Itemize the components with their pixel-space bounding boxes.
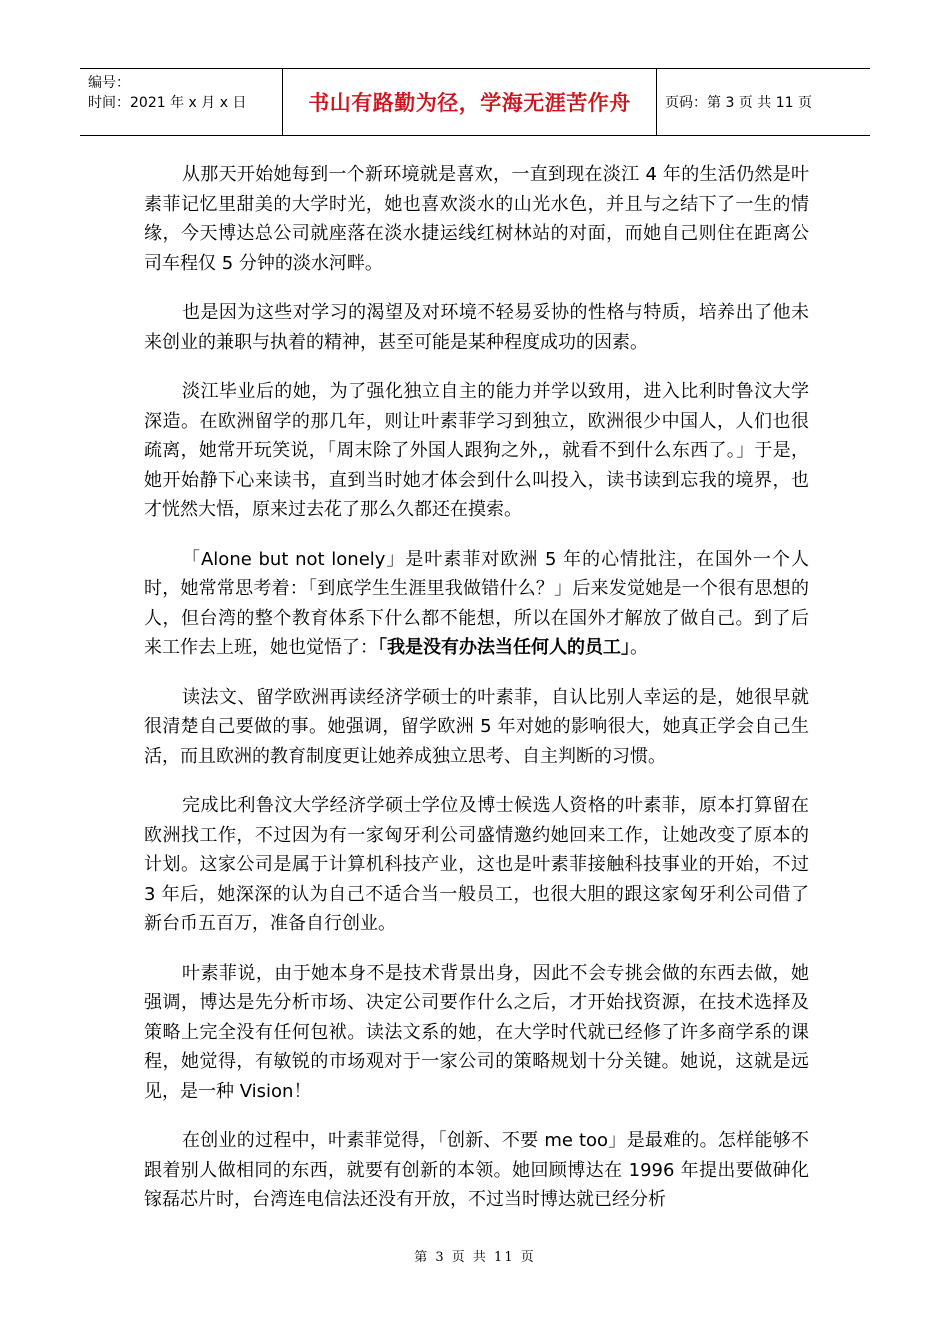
paragraph: 淡江毕业后的她，为了强化独立自主的能力并学以致用，进入比利时鲁汶大学深造。在欧洲留学的那几年，则让叶素菲学习到独立，欧洲很少中国人，人们也很疏离，她常开玩笑说，「周末除了外国人跟狗之外,，就看不到什么东西了。」于是，她开始静下心来读书，直到当时她才体会到什么叫投入，读书读到忘我的境界，也才恍然大悟，原来过去花了那么久都还在摸索。 (144, 381, 809, 520)
paragraph-tail: 。 (630, 637, 648, 658)
document-body (144, 160, 809, 1235)
emphasis-quote: 「我是没有办法当任何人的员工」 (378, 637, 630, 658)
paragraph: 从那天开始她每到一个新环境就是喜欢，一直到现在淡江 4 年的生活仍然是叶素菲记忆里甜美的大学时光，她也喜欢淡水的山光水色，并且与之结下了一生的情缘，今天博达总公司就座落在淡水捷运线红树林站的对面，而她自己则住在距离公司车程仅 5 分钟的淡水河畔。 (144, 164, 809, 274)
paragraph: 也是因为这些对学习的渴望及对环境不轻易妥协的性格与特质，培养出了他未来创业的兼职与执着的精神，甚至可能是某种程度成功的因素。 (144, 302, 809, 353)
paragraph: 在创业的过程中，叶素菲觉得，「创新、不要 me too」是最难的。怎样能够不跟着别人做相同的东西，就要有创新的本领。她回顾博达在 1996 年提出要做砷化镓磊芯片时，台湾连电信法还没有开放，不过当时博达就已经分析 (144, 1130, 809, 1210)
header-meta (80, 69, 283, 135)
document-date-label: 时间：2021 年 x 月 x 日 (88, 95, 247, 111)
paragraph: 叶素菲说，由于她本身不是技术背景出身，因此不会专挑会做的东西去做，她强调，博达是先分析市场、决定公司要作什么之后，才开始找资源，在技术选择及策略上完全没有任何包袱。读法文系的她，在大学时代就已经修了许多商学系的课程，她觉得，有敏锐的市场观对于一家公司的策略规划十分关键。她说，这就是远见，是一种 Vision！ (144, 962, 809, 1102)
header-motto: 书山有路勤为径，学海无涯苦作舟 (283, 69, 657, 135)
header-page-info: 页码：第 3 页 共 11 页 (665, 95, 812, 111)
paragraph-with-emphasis (144, 545, 809, 663)
paragraph-text: 「Alone but not lonely」是叶素菲对欧洲 5 年的心情批注，在国外一个人时，她常常思考着：「到底学生生涯里我做错什么？」后来发觉她是一个很有思想的人，但台湾的整个教育体系下什么都不能想，所以在国外才解放了做自己。到了后来工作去上班，她也觉悟了： (144, 548, 809, 658)
document-number-label: 编号： (88, 75, 130, 91)
paragraph: 读法文、留学欧洲再读经济学硕士的叶素菲，自认比别人幸运的是，她很早就很清楚自己要做的事。她强调，留学欧洲 5 年对她的影响很大，她真正学会自己生活，而且欧洲的教育制度更让她养成独立思考、自主判断的习惯。 (144, 686, 809, 767)
page-header (80, 68, 870, 136)
paragraph: 完成比利鲁汶大学经济学硕士学位及博士候选人资格的叶素菲，原本打算留在欧洲找工作，不过因为有一家匈牙利公司盛情邀约她回来工作，让她改变了原本的计划。这家公司是属于计算机科技产业，这也是叶素菲接触科技事业的开始，不过 3 年后，她深深的认为自己不适合当一般员工，也很大胆的跟这家匈牙利公司借了新台币五百万，准备自行创业。 (144, 795, 809, 934)
page-footer: 第 3 页 共 11 页 (414, 1250, 536, 1265)
